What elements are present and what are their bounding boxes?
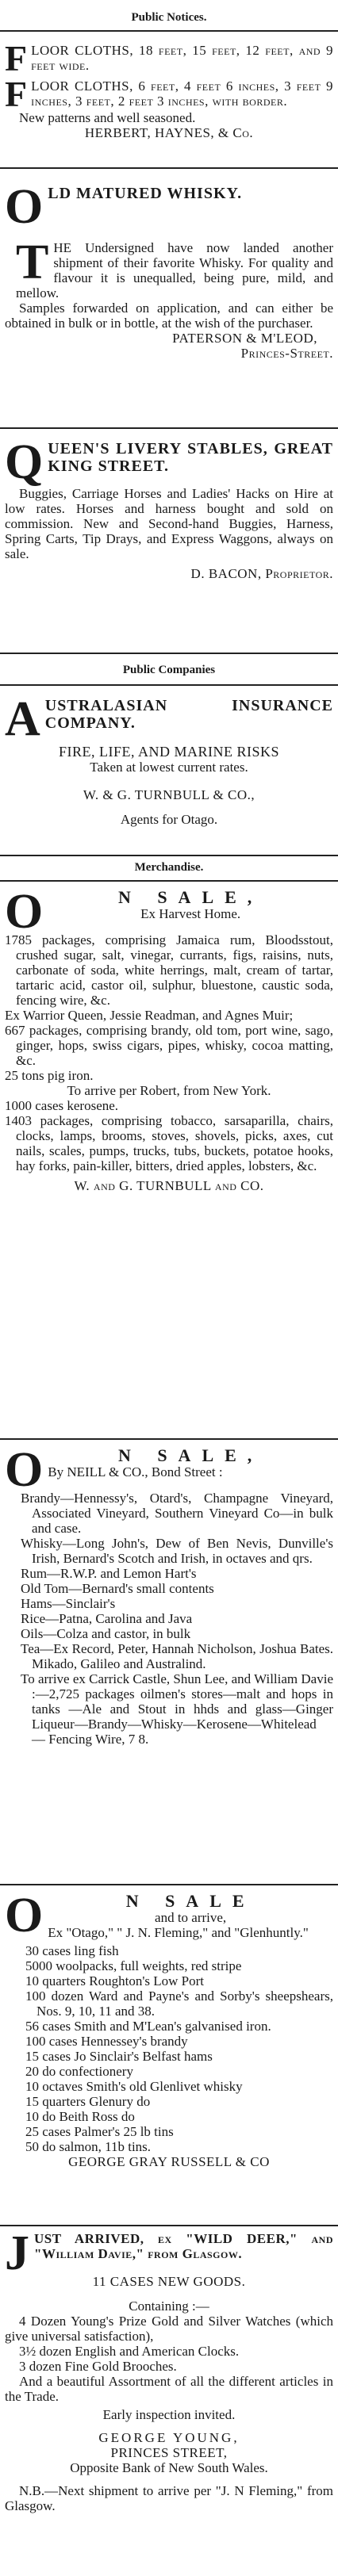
onsale3-item: 20 do confectionery [25,2064,133,2079]
stables-title [5,435,333,489]
floor-cloths-signature: HERBERT, HAYNES, & Co. [84,125,254,140]
onsale2-item: Tea—Ex Record, Peter, Hannah Nicholson, Joshua Bates. Mikado, Galileo and Australind. [21,1641,333,1671]
onsale3-item: 100 cases Hennessey's brandy [25,2034,188,2049]
whisky-signature: PATERSON & M'LEOD, [172,331,317,346]
arrived-item: 3 dozen Fine Gold Brooches. [19,2359,177,2374]
stables-signature: D. BACON, Proprietor. [190,566,333,581]
onsale1-item: 1403 packages, comprising tobacco, sarsaparilla, chairs, clocks, lamps, brooms, stoves, shovels, picks, axes, cut nails, scales, pumps, trucks, tubs, buckets, potatoe hooks, hay forks, pain-killer, bitters, dried apples, lobsters, &c. [5,1113,333,1173]
insurance-agent2: Agents for Otago. [120,812,218,827]
onsale2-item: Oils—Colza and castor, in bulk [21,1626,191,1641]
section-public-notices: Public Notices. [131,11,207,24]
onsale3-head-text: N SALE [125,1891,255,1911]
whisky-address: Princes-Street. [240,346,333,361]
floor-cloths-line3: New patterns and well seasoned. [19,110,196,125]
drop-cap: F [5,74,28,114]
section-merchandise: Merchandise. [134,861,204,874]
ad-on-sale-turnbull [0,882,338,1438]
insurance-agent: W. & G. TURNBULL & CO., [83,787,255,802]
whisky-title-text: LD MATURED WHISKY. [48,185,243,202]
onsale3-ex: Ex "Otago," " J. N. Fleming," and "Glenhuntly." [48,1925,309,1940]
onsale3-signature: GEORGE GRAY RUSSELL & CO [68,2154,270,2169]
insurance-title [5,692,333,746]
drop-cap: Q [5,435,44,489]
onsale1-item: 667 packages, comprising brandy, old tom, port wine, sago, ginger, hops, swiss cigars, pipes, whisky, cocoa matting, &c. [5,1023,333,1068]
drop-cap: O [5,885,44,939]
whisky-body-text: HE Undersigned have now landed another shipment of their favorite Whisky. For quality and flavour it is unequalled, being pure, mild, and mellow. [16,240,333,300]
onsale3-item: 30 cases ling fish [25,1943,119,1958]
drop-cap: F [5,38,28,78]
arrived-item: 3½ dozen English and American Clocks. [19,2344,240,2359]
ad-floor-cloths [0,32,338,167]
onsale3-item: 15 cases Jo Sinclair's Belfast hams [25,2049,213,2064]
onsale1-signature: W. and G. TURNBULL and CO. [74,1178,264,1193]
floor-cloths-line2 [5,74,333,114]
whisky-title [5,180,333,234]
drop-cap: A [5,692,40,746]
onsale1-item: 25 tons pig iron. [5,1068,94,1083]
onsale2-item: Rum—R.W.P. and Lemon Hart's [21,1566,197,1581]
onsale3-item: 50 do salmon, 11b tins. [25,2139,152,2154]
onsale1-item: 1785 packages, comprising Jamaica rum, Bloodsstout, crushed sugar, salt, vinegar, currants, figs, raisins, nuts, carbonate of soda, white herrings, malt, cream of tartar, tartaric acid, castor oil, sulphur, bluestone, caustic soda, fencing wire, &c. [5,932,333,1008]
onsale3-item: 100 dozen Ward and Payne's and Sorby's sheepshears, Nos. 9, 10, 11 and 38. [25,1988,333,2019]
onsale3-item: 10 quarters Roughton's Low Port [25,1973,204,1988]
arrived-sig1: GEORGE YOUNG, [98,2430,240,2445]
onsale2-item: Rice—Patna, Carolina and Java [21,1611,193,1626]
onsale3-item: 10 octaves Smith's old Glenlivet whisky [25,2079,243,2094]
onsale3-item: 15 quarters Glenury do [25,2094,151,2109]
onsale2-item: Hams—Sinclair's [21,1596,116,1611]
onsale1-item: To arrive per Robert, from New York. [67,1083,271,1098]
arrived-containing: Containing :— [129,2298,209,2314]
onsale2-item: Whisky—Long John's, Dew of Ben Nevis, Dunville's Irish, Bernard's Scotch and Irish, in octaves and qrs. [21,1536,333,1566]
onsale3-arrive: and to arrive, [155,1910,227,1925]
floor-cloths-line1 [5,38,333,78]
onsale2-item: Brandy—Hennessy's, Otard's, Champagne Vineyard, Associated Vineyard, Southern Vineyard Co—in bulk and case. [21,1491,333,1536]
onsale1-head-text: N SALE, [117,887,263,907]
drop-cap: O [5,1889,44,1943]
arrived-nb: N.B.—Next shipment to arrive per "J. N Fleming," from Glasgow. [5,2483,333,2513]
drop-cap: J [5,2226,29,2280]
arrived-invite: Early inspection invited. [102,2407,236,2422]
onsale3-item: 5000 woolpacks, full weights, red stripe [25,1958,242,1973]
onsale2-item: To arrive ex Carrick Castle, Shun Lee, and William Davie :—2,725 packages oilmen's stores—malt and hops in tanks —Ale and Stout in hhds and glass—Ginger Liqueur—Brandy—Whisky—Kerosene—Whitelead — Fencing Wire, 7 8. [21,1671,333,1747]
onsale3-item: 56 cases Smith and M'Lean's galvanised iron. [25,2019,271,2034]
whisky-samples: Samples forwarded on application, and can either be obtained in bulk or in bottle, at the wish of the purchaser. [5,300,333,331]
floor-cloths-text2: LOOR CLOTHS, 6 feet, 4 feet 6 inches, 3 feet 9 inches, 3 feet, 2 feet 3 inches, with border. [31,78,333,109]
arrived-head [5,2226,333,2280]
onsale2-by: By NEILL & CO., Bond Street : [48,1464,223,1479]
arrived-head-text: UST ARRIVED, ex "WILD DEER," and "William Davie," from Glasgow. [34,2231,333,2261]
insurance-sub2: Taken at lowest current rates. [90,760,248,775]
insurance-title-text: USTRALASIAN INSURANCE COMPANY. [44,697,333,732]
onsale2-item: Old Tom—Bernard's small contents [21,1581,214,1596]
arrived-sig2: PRINCES STREET, [110,2445,228,2460]
arrived-count: 11 CASES NEW GOODS. [92,2274,246,2289]
ad-livery-stables [0,429,338,653]
onsale3-item: 25 cases Palmer's 25 lb tins [25,2124,174,2139]
ad-whisky [0,169,338,427]
floor-cloths-text1: LOOR CLOTHS, 18 feet, 15 feet, 12 feet, and 9 feet wide. [31,43,333,73]
onsale1-from: Ex Harvest Home. [140,906,241,921]
arrived-sig3: Opposite Bank of New South Wales. [70,2460,268,2475]
insurance-sub: FIRE, LIFE, AND MARINE RISKS [58,744,280,760]
ad-insurance [0,686,338,855]
section-public-companies: Public Companies [122,664,216,676]
whisky-body [5,235,333,300]
ad-just-arrived [0,2226,338,2564]
drop-cap: O [5,1443,44,1497]
drop-cap: T [16,235,49,289]
ad-on-sale-neill [0,1440,338,1884]
drop-cap: O [5,180,44,234]
onsale3-item: 10 do Beith Ross do [25,2109,135,2124]
ad-on-sale-russell [0,1885,338,2225]
arrived-item: 4 Dozen Young's Prize Gold and Silver Watches (which give universal satisfaction), [5,2314,333,2344]
onsale2-head-text: N SALE, [117,1445,263,1465]
onsale1-item: 1000 cases kerosene. [5,1098,119,1113]
stables-body: Buggies, Carriage Horses and Ladies' Hacks on Hire at low rates. Horses and harness bought and sold on commission. New and Second-hand Buggies, Harness, Spring Carts, Tip Drays, and Express Waggons, always on sale. [5,486,333,561]
stables-title-text: UEEN'S LIVERY STABLES, GREAT KING STREET. [48,440,333,475]
onsale1-item: Ex Warrior Queen, Jessie Readman, and Agnes Muir; [5,1008,294,1023]
arrived-item: And a beautiful Assortment of all the different articles in the Trade. [5,2374,333,2404]
